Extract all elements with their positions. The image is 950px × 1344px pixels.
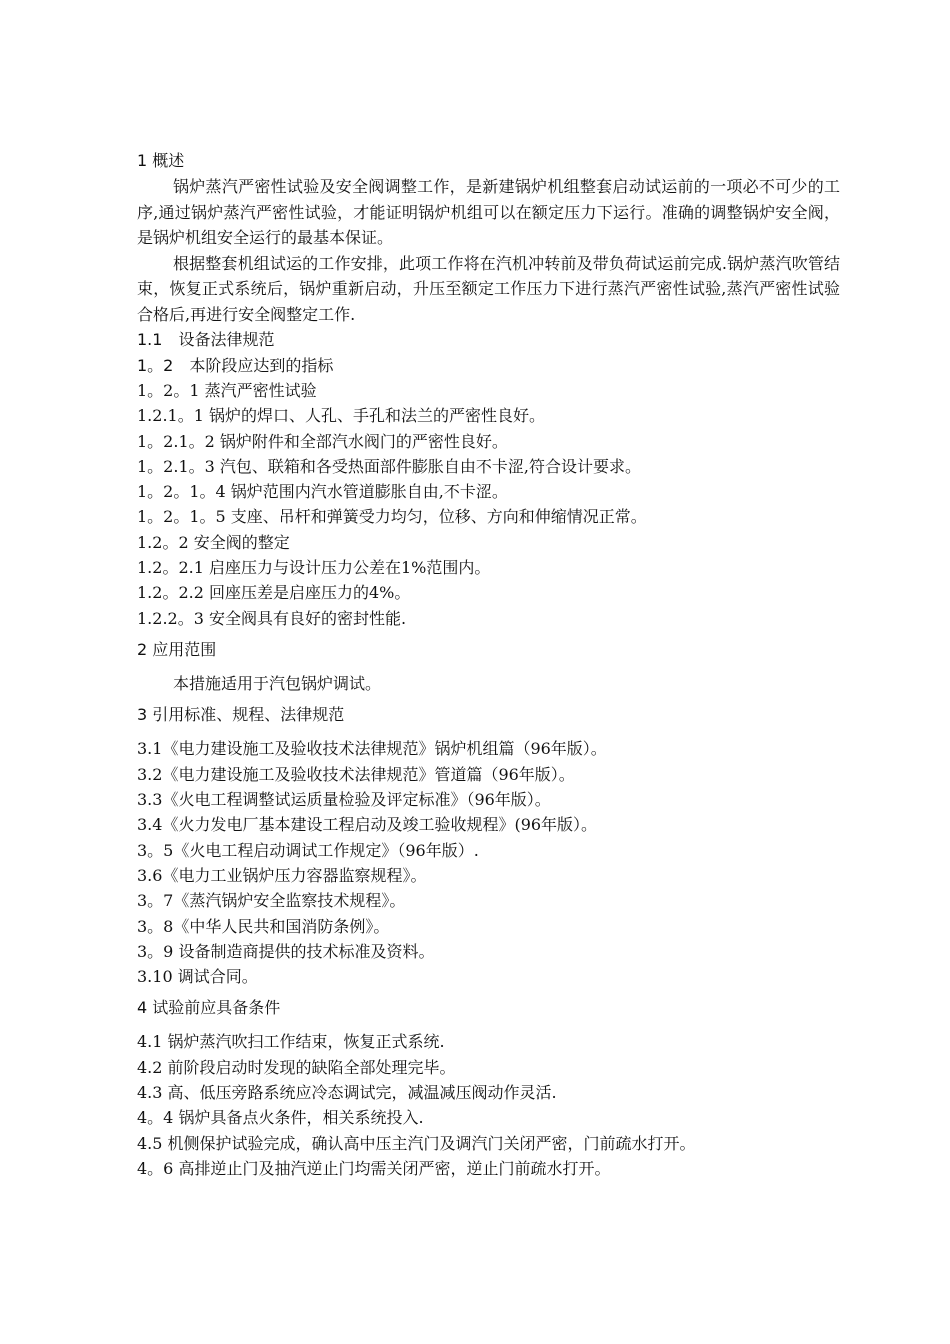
- list-item: 4.3 高、低压旁路系统应冷态调试完，减温减压阀动作灵活.: [137, 1083, 557, 1103]
- list-item: 1。2。1 蒸汽严密性试验: [137, 381, 317, 400]
- list-item: 3.10 调试合同。: [137, 967, 258, 987]
- section-2-text: 本措施适用于汽包锅炉调试。: [173, 673, 382, 693]
- subsection-1-2-heading: 1。2 本阶段应达到的指标: [137, 355, 334, 375]
- list-item: 1.2。2 安全阀的整定: [137, 532, 290, 552]
- list-item: 3。8《中华人民共和国消防条例》。: [137, 916, 390, 936]
- list-item: 1。2.1。2 锅炉附件和全部汽水阀门的严密性良好。: [137, 431, 508, 451]
- list-item: 1。2。1。5 支座、吊杆和弹簧受力均匀，位移、方向和伸缩情况正常。: [137, 507, 647, 527]
- list-item: 4.2 前阶段启动时发现的缺陷全部处理完毕。: [137, 1057, 456, 1077]
- section-2-heading: 2 应用范围: [137, 639, 217, 659]
- list-item: 4。4 锅炉具备点火条件，相关系统投入.: [137, 1108, 424, 1128]
- list-item: 3.2《电力建设施工及验收技术法律规范》管道篇（96年版）。: [137, 764, 575, 784]
- list-item: 1。2。1。4 锅炉范围内汽水管道膨胀自由,不卡涩。: [137, 482, 508, 502]
- list-item: 1.2.2。3 安全阀具有良好的密封性能.: [137, 608, 407, 628]
- section-1-paragraph-2: 根据整套机组试运的工作安排，此项工作将在汽机冲转前及带负荷试运前完成.锅炉蒸汽吹管结束，恢复正式系统后，锅炉重新启动，升压至额定工作压力下进行蒸汽严密性试验,蒸汽严密性试验合格后,再进行安全阀整定工作.: [137, 253, 840, 324]
- section-3-heading: 3 引用标准、规程、法律规范: [137, 705, 345, 725]
- list-item: 1.2。2.1 启座压力与设计压力公差在1%范围内。: [137, 558, 491, 578]
- section-4-heading: 4 试验前应具备条件: [137, 998, 281, 1018]
- subsection-1-1-heading: 1.1 设备法律规范: [137, 330, 275, 349]
- list-item: 4.5 机侧保护试验完成，确认高中压主汽门及调汽门关闭严密，门前疏水打开。: [137, 1133, 696, 1153]
- section-3-items: [137, 736, 840, 989]
- section-1-items: [137, 378, 840, 631]
- list-item: 1.2。2.2 回座压差是启座压力的4%。: [137, 583, 411, 603]
- list-item: 1。2.1。3 汽包、联箱和各受热面部件膨胀自由不卡涩,符合设计要求。: [137, 456, 641, 476]
- list-item: 3.6《电力工业锅炉压力容器监察规程》。: [137, 865, 427, 885]
- list-item: 3.1《电力建设施工及验收技术法律规范》锅炉机组篇（96年版）。: [137, 739, 607, 759]
- list-item: 4.1 锅炉蒸汽吹扫工作结束，恢复正式系统.: [137, 1032, 445, 1052]
- list-item: 3.3《火电工程调整试运质量检验及评定标准》（96年版）。: [137, 790, 551, 810]
- section-4-items: [137, 1029, 840, 1181]
- section-1-heading: 1 概述: [137, 151, 185, 170]
- list-item: 3.4《火力发电厂基本建设工程启动及竣工验收规程》(96年版）。: [137, 815, 598, 835]
- section-1-paragraph-1: 锅炉蒸汽严密性试验及安全阀调整工作，是新建锅炉机组整套启动试运前的一项必不可少的工序,通过锅炉蒸汽严密性试验，才能证明锅炉机组可以在额定压力下运行。准确的调整锅炉安全阀，是锅炉机组安全运行的最基本保证。: [137, 177, 840, 247]
- list-item: 3。7《蒸汽锅炉安全监察技术规程》。: [137, 891, 406, 911]
- list-item: 4。6 高排逆止门及抽汽逆止门均需关闭严密，逆止门前疏水打开。: [137, 1158, 611, 1178]
- list-item: 3。9 设备制造商提供的技术标准及资料。: [137, 941, 435, 961]
- list-item: 3。5《火电工程启动调试工作规定》（96年版）.: [137, 840, 479, 860]
- list-item: 1.2.1。1 锅炉的焊口、人孔、手孔和法兰的严密性良好。: [137, 406, 545, 426]
